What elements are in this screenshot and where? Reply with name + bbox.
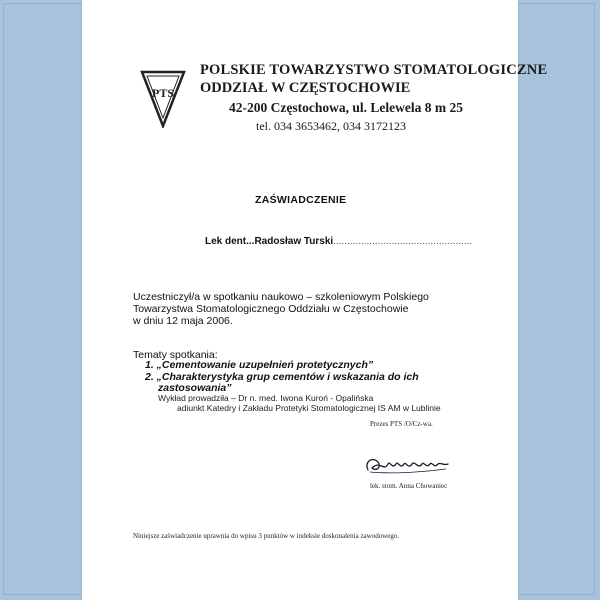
recipient-line: [205, 236, 475, 247]
pts-logo: [140, 70, 186, 128]
org-branch: ODDZIAŁ W CZĘSTOCHOWIE: [200, 80, 411, 96]
body-line: w dniu 12 maja 2006.: [133, 315, 233, 327]
logo-text: PTS: [151, 86, 175, 100]
org-phone: tel. 034 3653462, 034 3172123: [256, 119, 406, 133]
topic-2: 2. „Charakterystyka grup cementów i wskazania do ich: [145, 371, 419, 383]
body-line: Uczestniczył/a w spotkaniu naukowo – szkoleniowym Polskiego: [133, 291, 429, 303]
lecturer-line: Wykład prowadziła – Dr n. med. Iwona Kuroń - Opalińska: [158, 393, 374, 403]
document-title: ZAŚWIADCZENIE: [255, 194, 347, 206]
lecturer-affiliation: adiunkt Katedry i Zakładu Protetyki Stomatologicznej IS AM w Lublinie: [177, 403, 441, 413]
topic-2-continued: zastosowania”: [158, 382, 232, 394]
signatory-name: lek. stom. Anna Chowaniec: [370, 482, 448, 490]
topics-label: Tematy spotkania:: [133, 349, 218, 361]
body-line: Towarzystwa Stomatologicznego Oddziału w Częstochowie: [133, 303, 409, 315]
org-name: POLSKIE TOWARZYSTWO STOMATOLOGICZNE: [200, 62, 548, 78]
body-paragraph: [133, 291, 463, 327]
topic-1: 1. „Cementowanie uzupełnień protetycznych”: [145, 359, 374, 371]
recipient-name: Lek dent...Radosław Turski: [205, 236, 334, 247]
footer-note: Niniejsze zaświadczenie uprawnia do wpisu 3 punktów w indeksie doskonalenia zawodowego.: [133, 532, 400, 540]
handwritten-signature: [362, 452, 452, 478]
signature-caption: Prezes PTS /O/Cz-wa.: [370, 420, 433, 428]
recipient-dots: ..................................................: [333, 236, 473, 247]
org-address: 42-200 Częstochowa, ul. Lelewela 8 m 25: [229, 100, 463, 115]
